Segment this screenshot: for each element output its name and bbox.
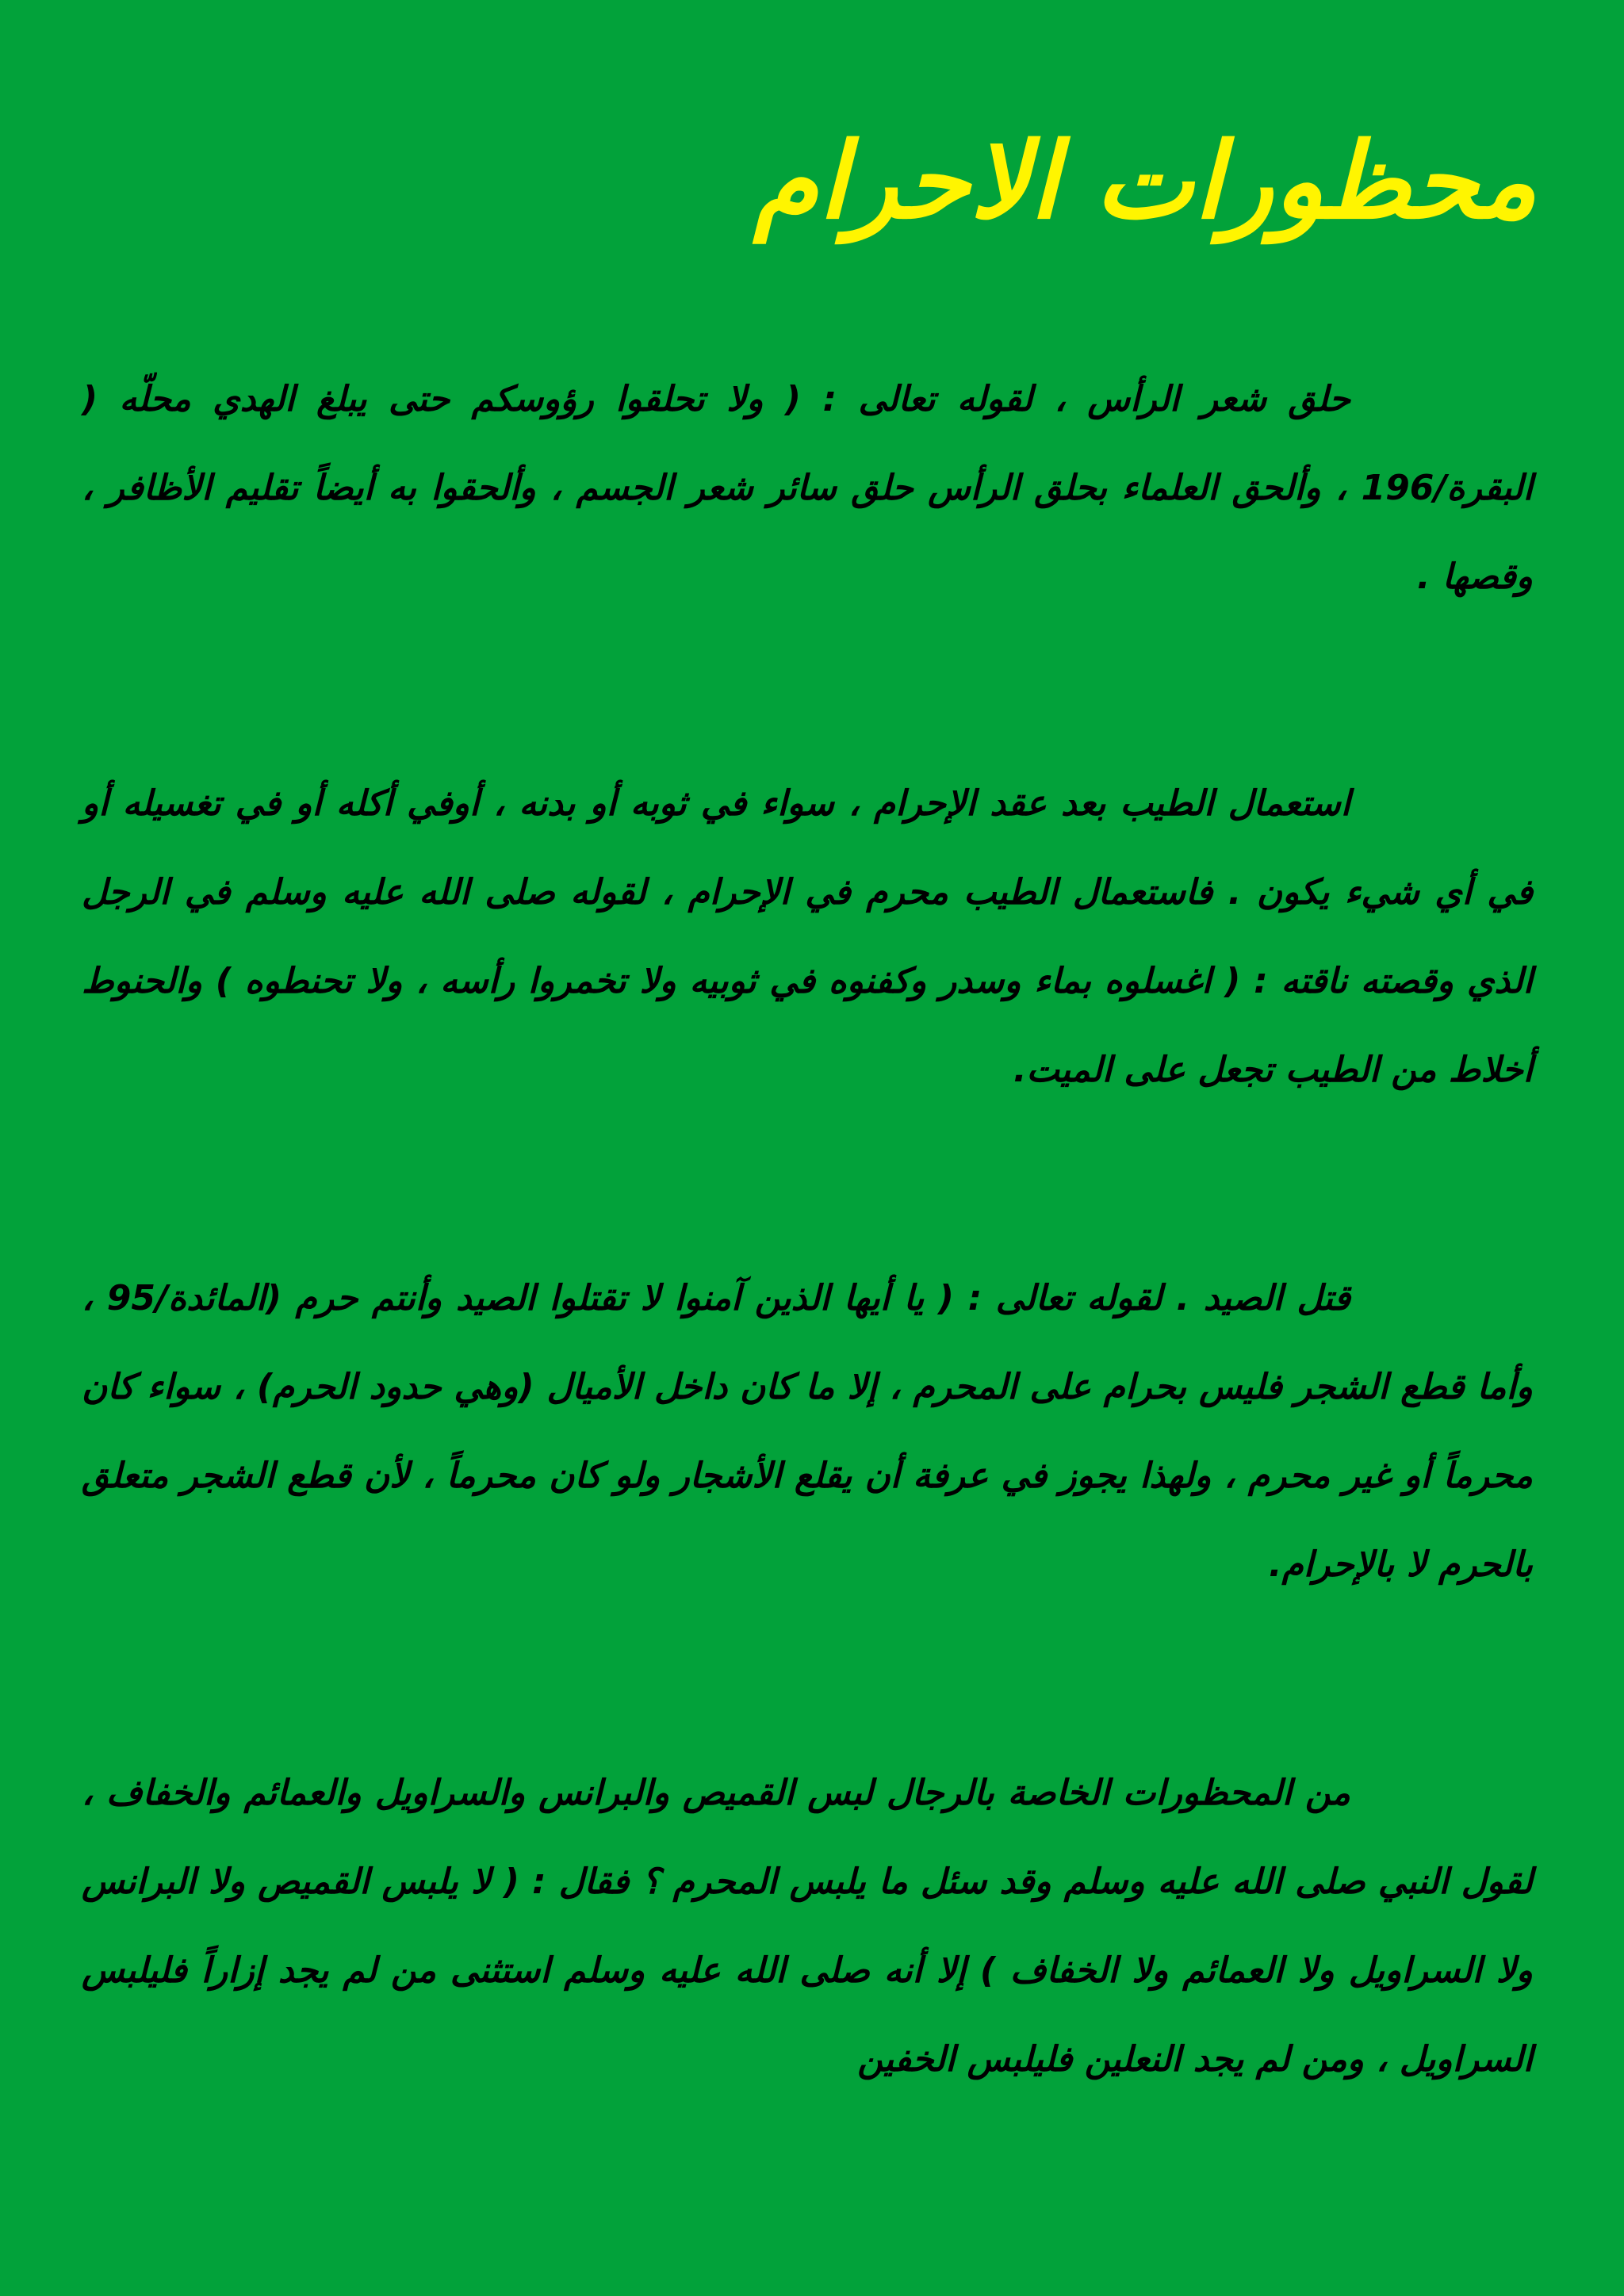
paragraph-perfume: استعمال الطيب بعد عقد الإحرام ، سواء في ثوبه أو بدنه ، أوفي أكله أو في تغسيله أو في أي شيء يكون . فاستعمال الطيب محرم في الإحرام ، لقوله صلى الله عليه وسلم في الرجل الذي وقصته ناقته : ( اغسلوه بماء وسدر وكفنوه في ثوبيه ولا تخمروا رأسه ، ولا تحنطوه ) والحنوط أخلاط من الطيب تجعل على الميت. bbox=[82, 783, 1533, 1090]
paragraph-hunting: قتل الصيد . لقوله تعالى : ( يا أيها الذين آمنوا لا تقتلوا الصيد وأنتم حرم (المائدة/95 ، وأما قطع الشجر فليس بحرام على المحرم ، إلا ما كان داخل الأميال (وهي حدود الحرم) ، سواء كان محرماً أو غير محرم ، ولهذا يجوز في عرفة أن يقلع الأشجار ولو كان محرماً ، لأن قطع الشجر متعلق بالحرم لا بالإحرام. bbox=[82, 1278, 1533, 1585]
paragraph-shaving: حلق شعر الرأس ، لقوله تعالى : ( ولا تحلقوا رؤوسكم حتى يبلغ الهدي محلّه ( البقرة/196 ، وألحق العلماء بحلق الرأس حلق سائر شعر الجسم ، وألحقوا به أيضاً تقليم الأظافر ، وقصها . bbox=[82, 379, 1533, 597]
page-title: محظورات الاحرام bbox=[753, 121, 1537, 243]
paragraph-clothing: من المحظورات الخاصة بالرجال لبس القميص والبرانس والسراويل والعمائم والخفاف ، لقول النبي صلى الله عليه وسلم وقد سئل ما يلبس المحرم ؟ فقال : ( لا يلبس القميص ولا البرانس ولا السراويل ولا العمائم ولا الخفاف ) إلا أنه صلى الله عليه وسلم استثنى من لم يجد إزاراً فليلبس السراويل ، ومن لم يجد النعلين فليلبس الخفين bbox=[82, 1773, 1533, 2080]
